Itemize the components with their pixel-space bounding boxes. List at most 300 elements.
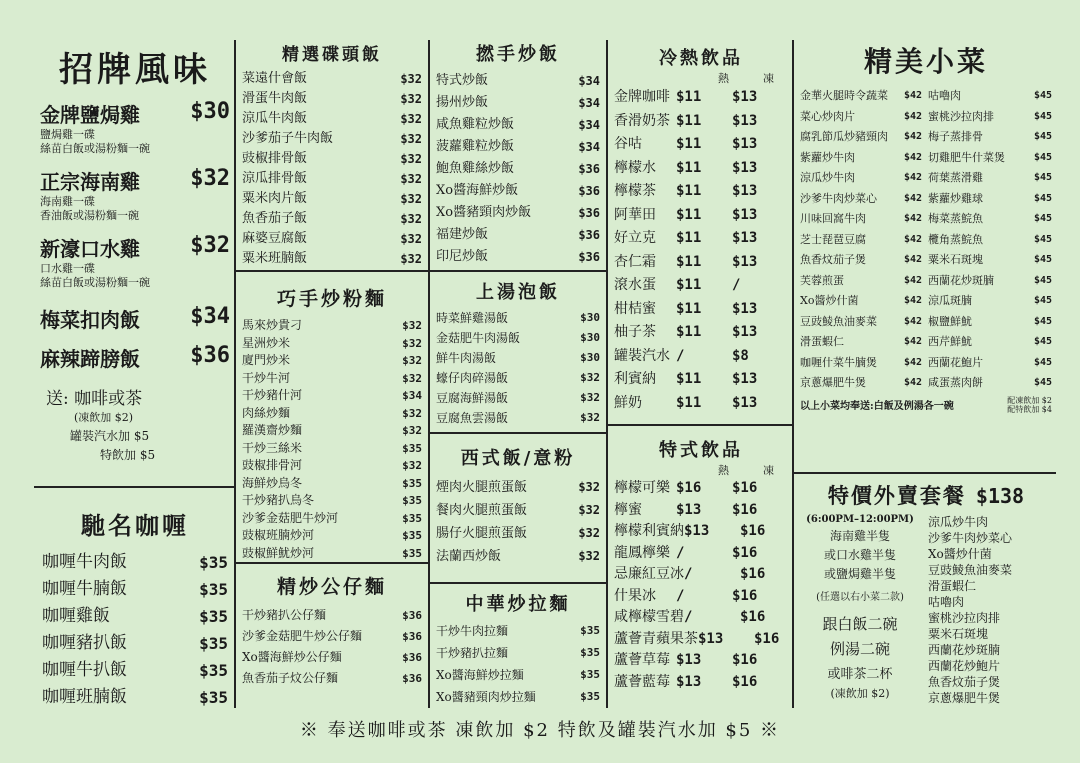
item-name: 椒鹽鮮魷 — [928, 314, 972, 328]
item-name: 西芹鮮魷 — [928, 335, 972, 348]
item-name: 廈門炒米 — [242, 353, 291, 367]
menu-item — [800, 86, 922, 107]
divider — [430, 432, 606, 434]
drink-hot-price: / — [676, 587, 685, 604]
menu-item — [242, 405, 422, 423]
divider — [428, 40, 430, 708]
drink-name: 蘆薈青蘋果茶 — [614, 630, 698, 647]
drink-hot-price: $11 — [676, 89, 702, 105]
menu-item — [436, 136, 600, 158]
takeaway-dish: 豆豉鯪魚油麥菜 — [928, 563, 1013, 577]
takeaway-section — [800, 480, 1052, 706]
takeaway-dish-list — [928, 514, 1052, 706]
takeaway-price: $138 — [975, 484, 1025, 508]
item-price: $42 — [903, 356, 922, 368]
dishes-note: 配特飲加 $4 — [1007, 404, 1052, 414]
divider — [794, 472, 1056, 474]
menu-item — [242, 492, 422, 510]
drink-item — [614, 564, 788, 586]
fried-noodle-list — [242, 317, 422, 562]
item-name: 沙爹牛肉炒菜心 — [800, 191, 877, 205]
drink-cold-price: $16 — [732, 501, 758, 518]
drink-cold-price: $13 — [732, 206, 758, 223]
item-name: 麻辣蹄膀飯 — [40, 347, 140, 371]
item-name: 欖角蒸鯇魚 — [928, 232, 983, 246]
menu-item — [42, 630, 228, 657]
menu-item — [436, 620, 600, 642]
drink-prices — [676, 110, 788, 134]
item-name: 咕嚕肉 — [928, 89, 961, 102]
item-name: 滑蛋牛肉飯 — [242, 91, 308, 106]
item-name: 豉椒排骨飯 — [242, 151, 308, 166]
drink-cold-price: / — [732, 277, 741, 293]
item-price: $32 — [400, 152, 422, 166]
gift-note: 送: 咖啡或茶 — [46, 389, 143, 409]
item-name: 京蔥爆肥牛煲 — [800, 376, 866, 389]
la-mian-list — [436, 620, 600, 708]
signature-section — [40, 42, 230, 463]
fried-noodle-title: 巧手炒粉麵 — [276, 288, 387, 310]
item-price: $36 — [578, 250, 600, 264]
item-price: $32 — [402, 424, 422, 437]
item-name: 菜遠什會飯 — [242, 71, 308, 86]
item-name: 豆腐海鮮湯飯 — [436, 391, 509, 405]
item-name: 鮑魚雞絲炒飯 — [436, 161, 515, 176]
drink-item — [614, 110, 788, 134]
item-name: 咖喱什菜牛腩煲 — [800, 355, 877, 369]
item-name: 咖喱牛肉飯 — [42, 552, 127, 572]
drink-hot-price: $11 — [676, 230, 702, 246]
item-price: $45 — [1033, 213, 1052, 224]
western-title: 西式飯/意粉 — [460, 448, 576, 469]
drink-prices — [676, 86, 788, 110]
item-name: 印尼炒飯 — [436, 249, 489, 264]
menu-item — [928, 373, 1052, 394]
item-name: 魚香茄子炆公仔麵 — [242, 671, 339, 685]
item-price: $45 — [1033, 336, 1052, 347]
takeaway-with-note: (凍飲加 $2) — [830, 687, 890, 700]
menu-item — [928, 86, 1052, 107]
item-name: 時菜鮮雞湯飯 — [436, 311, 509, 325]
item-price: $32 — [402, 371, 422, 385]
item-price: $32 — [400, 192, 422, 206]
takeaway-choice: 或口水雞半隻 — [823, 548, 896, 562]
drink-prices — [698, 629, 810, 651]
item-price: $35 — [402, 511, 422, 525]
fried-rice-list — [436, 70, 600, 268]
menu-item — [800, 148, 922, 169]
cold-label: 凍 — [763, 72, 774, 85]
drink-cold-price: $16 — [732, 480, 758, 496]
item-price: $45 — [1033, 377, 1052, 388]
drink-prices — [676, 345, 788, 369]
drink-item — [614, 133, 788, 157]
menu-item — [242, 129, 422, 149]
item-price: $42 — [903, 274, 922, 286]
drink-item — [614, 629, 788, 651]
drink-cold-price: $13 — [732, 89, 758, 105]
item-name: 涼瓜排骨飯 — [242, 171, 308, 186]
menu-item — [800, 230, 922, 251]
item-price: $32 — [578, 503, 600, 517]
drink-hot-price: $11 — [676, 183, 702, 199]
special-drinks-list — [614, 478, 788, 693]
item-name: 紫蘿炒雞球 — [928, 191, 983, 205]
drink-item — [614, 672, 788, 694]
menu-item — [928, 312, 1052, 333]
item-price: $35 — [402, 529, 422, 542]
drink-prices — [676, 251, 788, 275]
item-price: $35 — [580, 668, 600, 681]
item-price: $45 — [1033, 356, 1052, 368]
item-price: $36 — [402, 630, 422, 643]
item-name: 切雞肥牛什菜煲 — [928, 150, 1005, 164]
la-mian-section — [436, 590, 600, 708]
item-price: $30 — [580, 351, 600, 364]
drink-prices — [676, 133, 788, 157]
footer-note: ※ 奉送咖啡或茶 凍飲加 $2 特飲及罐裝汽水加 $5 ※ — [299, 720, 781, 741]
drink-hot-price: $13 — [676, 501, 702, 518]
drink-item — [614, 521, 788, 543]
item-name: 餐肉火腿煎蛋飯 — [436, 503, 528, 518]
item-name: 涼瓜炒牛肉 — [800, 171, 855, 184]
drink-item — [614, 650, 788, 672]
signature-item — [40, 343, 230, 372]
item-price: $34 — [190, 304, 230, 329]
takeaway-dish: 滑蛋蝦仁 — [928, 579, 977, 593]
takeaway-dish: 西蘭花炒鮑片 — [928, 659, 1001, 673]
menu-item — [928, 148, 1052, 169]
item-name: 豆腐魚雲湯飯 — [436, 411, 509, 425]
menu-item — [242, 422, 422, 440]
item-name: 咸蛋蒸肉餅 — [928, 376, 983, 389]
item-price: $34 — [578, 74, 600, 88]
takeaway-dish: 涼瓜炒牛肉 — [928, 515, 989, 529]
drink-name: 檸蜜 — [614, 501, 642, 518]
menu-item — [800, 332, 922, 353]
drink-item — [614, 392, 788, 416]
drink-hot-price: $11 — [676, 206, 702, 223]
item-name: 特式炒飯 — [436, 73, 489, 88]
item-name: 菠蘿雞粒炒飯 — [436, 139, 515, 154]
item-name: 滑蛋蝦仁 — [800, 335, 844, 348]
drink-item — [614, 543, 788, 565]
item-price: $34 — [402, 389, 422, 402]
menu-item — [436, 476, 600, 499]
signature-title: 招牌風味 — [59, 50, 211, 90]
drink-item — [614, 607, 788, 629]
item-price: $35 — [199, 688, 228, 707]
item-price: $42 — [903, 336, 922, 347]
takeaway-choices — [800, 527, 920, 584]
drink-prices — [676, 298, 788, 322]
drink-prices — [676, 274, 788, 298]
drink-hot-price: $13 — [676, 652, 702, 668]
drink-prices — [684, 521, 796, 543]
drink-hot-price: $11 — [676, 300, 702, 317]
item-price: $45 — [1033, 233, 1052, 245]
item-name: 金牌鹽焗雞 — [40, 103, 140, 127]
drink-item — [614, 298, 788, 322]
item-price: $42 — [903, 295, 922, 306]
drink-name: 忌廉紅豆冰 — [614, 566, 684, 582]
menu-item — [928, 107, 1052, 128]
menu-item — [42, 549, 228, 576]
item-name: 豉椒排骨河 — [242, 458, 303, 472]
drink-prices — [676, 368, 788, 392]
drink-hot-price: / — [684, 566, 693, 582]
hot-label: 熱 — [718, 464, 729, 477]
takeaway-time: (6:00PM–12:00PM) — [806, 514, 914, 525]
item-price: $35 — [199, 580, 228, 599]
plate-rice-list — [242, 69, 422, 269]
drink-name: 檸檬水 — [614, 159, 656, 176]
item-name: Xo醬海鮮炒飯 — [436, 183, 519, 198]
item-name: 粟米石斑塊 — [928, 253, 983, 266]
item-name: 干炒豬扒公仔麵 — [242, 608, 327, 622]
drink-item — [614, 478, 788, 500]
curry-title: 馳名咖喱 — [81, 511, 189, 540]
takeaway-dish: 京蔥爆肥牛煲 — [928, 691, 1001, 705]
item-price: $35 — [580, 624, 600, 637]
drink-cold-price: $13 — [732, 324, 758, 340]
udon-title: 精炒公仔麵 — [276, 576, 387, 598]
udon-section — [242, 572, 422, 689]
item-desc: 口水雞一碟 — [40, 262, 95, 275]
item-name: 鮮牛肉湯飯 — [436, 351, 497, 365]
item-name: 豉椒班腩炒河 — [242, 528, 315, 542]
item-price: $30 — [190, 99, 230, 124]
menu-item — [242, 370, 422, 388]
dishes-note: 配凍飲加 $2 — [1007, 395, 1052, 405]
item-price: $32 — [400, 112, 422, 126]
drink-prices — [676, 500, 788, 522]
menu-item — [242, 109, 422, 129]
la-mian-title: 中華炒拉麵 — [465, 594, 571, 615]
menu-item — [928, 230, 1052, 251]
menu-item — [242, 527, 422, 545]
menu-item — [928, 209, 1052, 230]
menu-item — [242, 189, 422, 209]
item-price: $32 — [400, 212, 422, 226]
item-name: 涼瓜牛肉飯 — [242, 111, 308, 126]
item-name: 魚香炆茄子煲 — [800, 253, 866, 266]
item-price: $32 — [190, 233, 230, 258]
item-price: $36 — [402, 651, 422, 664]
menu-item — [242, 335, 422, 353]
menu-item — [800, 189, 922, 210]
item-price: $42 — [903, 254, 922, 265]
item-name: 馬來炒貴刁 — [242, 318, 303, 332]
menu-item — [436, 686, 600, 708]
drink-cold-price: $13 — [732, 394, 758, 411]
drink-name: 阿華田 — [614, 206, 656, 223]
drink-name: 檸檬茶 — [614, 183, 656, 199]
menu-item — [42, 603, 228, 630]
takeaway-dish: 粟米石斑塊 — [928, 627, 989, 641]
item-name: 芙蓉煎蛋 — [800, 273, 844, 287]
item-price: $32 — [190, 166, 230, 191]
item-price: $32 — [400, 252, 422, 266]
drink-prices — [676, 157, 788, 181]
fried-noodle-section — [242, 284, 422, 562]
drink-prices — [676, 180, 788, 204]
item-name: 腐乳節瓜炒豬頸肉 — [800, 130, 888, 143]
drink-name: 什果冰 — [614, 587, 656, 604]
menu-item — [242, 647, 422, 668]
dishes-note: 以上小菜均奉送:白飯及例湯各一碗 — [800, 401, 954, 412]
drink-name: 好立克 — [614, 230, 656, 246]
gift-note: 罐裝汽水加 $5 — [70, 429, 150, 443]
item-name: 海鮮炒烏冬 — [242, 475, 303, 490]
drink-prices — [676, 650, 788, 672]
western-section — [436, 444, 600, 568]
menu-item — [242, 668, 422, 689]
drink-cold-price: $16 — [732, 587, 758, 604]
item-name: 魚香茄子飯 — [242, 211, 308, 226]
item-name: 金華火腿時令蔬菜 — [800, 89, 888, 102]
takeaway-dish: 蜜桃沙拉肉排 — [928, 611, 1001, 625]
drink-hot-price: $11 — [676, 159, 702, 176]
menu-item — [436, 348, 600, 368]
cold-label: 凍 — [763, 464, 774, 477]
takeaway-choice: 或鹽焗雞半隻 — [823, 567, 896, 581]
takeaway-dish: 咕嚕肉 — [928, 595, 965, 609]
takeaway-dish: Xo醬炒什菌 — [928, 547, 992, 561]
item-price: $42 — [903, 172, 922, 183]
item-name: 沙爹金菇肥牛炒公仔麵 — [242, 629, 363, 643]
takeaway-with: 例湯二碗 — [829, 640, 890, 658]
item-price: $32 — [400, 92, 422, 106]
divider — [234, 40, 236, 708]
item-name: Xo醬豬頸肉炒拉麵 — [436, 690, 536, 704]
item-price: $32 — [578, 480, 600, 494]
item-price: $36 — [402, 609, 422, 622]
item-price: $35 — [199, 607, 228, 626]
item-name: 福建炒飯 — [436, 227, 489, 242]
menu-item — [436, 92, 600, 114]
item-price: $34 — [578, 118, 600, 132]
item-name: 咖喱牛腩飯 — [42, 579, 127, 599]
drinks-title: 冷熱飲品 — [659, 48, 743, 69]
menu-item — [800, 127, 922, 148]
menu-item — [928, 353, 1052, 374]
menu-item — [800, 353, 922, 374]
menu-item — [928, 332, 1052, 353]
item-price: $42 — [903, 131, 922, 142]
gift-note: (凍飲加 $2) — [74, 411, 134, 424]
divider — [236, 562, 428, 564]
drink-prices — [684, 607, 796, 629]
menu-item — [800, 168, 922, 189]
takeaway-dish: 西蘭花炒斑腩 — [928, 643, 1001, 657]
item-name: 腸仔火腿煎蛋飯 — [436, 526, 528, 541]
drink-item — [614, 157, 788, 181]
item-price: $45 — [1033, 90, 1052, 101]
drink-prices — [676, 204, 788, 228]
drink-item — [614, 227, 788, 251]
item-name: 咖喱班腩飯 — [42, 687, 127, 707]
menu-item — [242, 605, 422, 626]
drink-hot-price: $13 — [676, 673, 702, 690]
drink-name: 龍鳳檸樂 — [614, 544, 670, 561]
drink-cold-price: $16 — [732, 652, 758, 668]
drink-item — [614, 180, 788, 204]
drink-cold-price: $16 — [740, 609, 766, 625]
drink-prices — [676, 586, 788, 608]
item-price: $34 — [578, 96, 600, 110]
drink-item — [614, 586, 788, 608]
item-name: 梅子蒸排骨 — [928, 130, 983, 143]
takeaway-with: 跟白飯二碗 — [822, 615, 898, 633]
menu-item — [800, 373, 922, 394]
menu-item — [436, 328, 600, 348]
curry-section — [42, 506, 228, 711]
item-price: $45 — [1033, 315, 1052, 327]
menu-item — [242, 475, 422, 493]
special-drinks-title: 特式飲品 — [659, 440, 743, 461]
menu-item — [800, 312, 922, 333]
item-name: 芝士琵琶豆腐 — [800, 232, 866, 246]
drinks-list — [614, 86, 788, 415]
drink-item — [614, 500, 788, 522]
drink-name: 檸檬可樂 — [614, 480, 670, 496]
drink-prices — [676, 392, 788, 416]
drink-cold-price: $16 — [732, 544, 758, 561]
menu-item — [928, 271, 1052, 292]
item-price: $35 — [199, 634, 228, 653]
drink-cold-price: $13 — [732, 112, 758, 129]
item-price: $36 — [578, 228, 600, 242]
item-price: $42 — [903, 233, 922, 245]
drink-cold-price: $13 — [732, 300, 758, 317]
menu-item — [242, 545, 422, 563]
drink-cold-price: $16 — [754, 630, 780, 647]
item-name: 菜心炒肉片 — [800, 109, 855, 123]
plate-rice-title: 精選碟頭飯 — [282, 45, 382, 65]
item-price: $32 — [400, 172, 422, 186]
item-price: $36 — [578, 206, 600, 220]
drink-cold-price: $8 — [732, 347, 749, 364]
item-price: $32 — [578, 549, 600, 563]
item-price: $42 — [903, 90, 922, 101]
takeaway-pick-note: (任選以右小菜二款) — [816, 592, 904, 603]
menu-item — [928, 168, 1052, 189]
item-price: $45 — [1033, 192, 1052, 204]
gift-note: 特飲加 $5 — [100, 448, 156, 462]
drink-hot-price: $11 — [676, 324, 702, 340]
item-price: $42 — [903, 192, 922, 204]
item-name: 沙爹茄子牛肉飯 — [242, 131, 334, 146]
fried-rice-title: 撚手炒飯 — [476, 44, 560, 65]
item-desc: 鹽焗雞一碟 — [40, 128, 95, 141]
soup-rice-list — [436, 308, 600, 428]
item-price: $32 — [580, 411, 600, 424]
item-name: 蠔仔肉碎湯飯 — [436, 371, 509, 385]
menu-item — [242, 149, 422, 169]
drink-cold-price: $16 — [732, 673, 758, 690]
menu-item — [242, 510, 422, 528]
drink-prices — [676, 543, 788, 565]
menu-item — [436, 499, 600, 522]
menu-item — [436, 545, 600, 568]
menu-item — [242, 89, 422, 109]
item-name: 粟米肉片飯 — [242, 191, 308, 206]
drink-hot-price: $11 — [676, 253, 702, 270]
item-desc: 香油飯或湯粉麵一碗 — [40, 209, 139, 222]
menu-item — [800, 250, 922, 271]
udon-list — [242, 605, 422, 689]
